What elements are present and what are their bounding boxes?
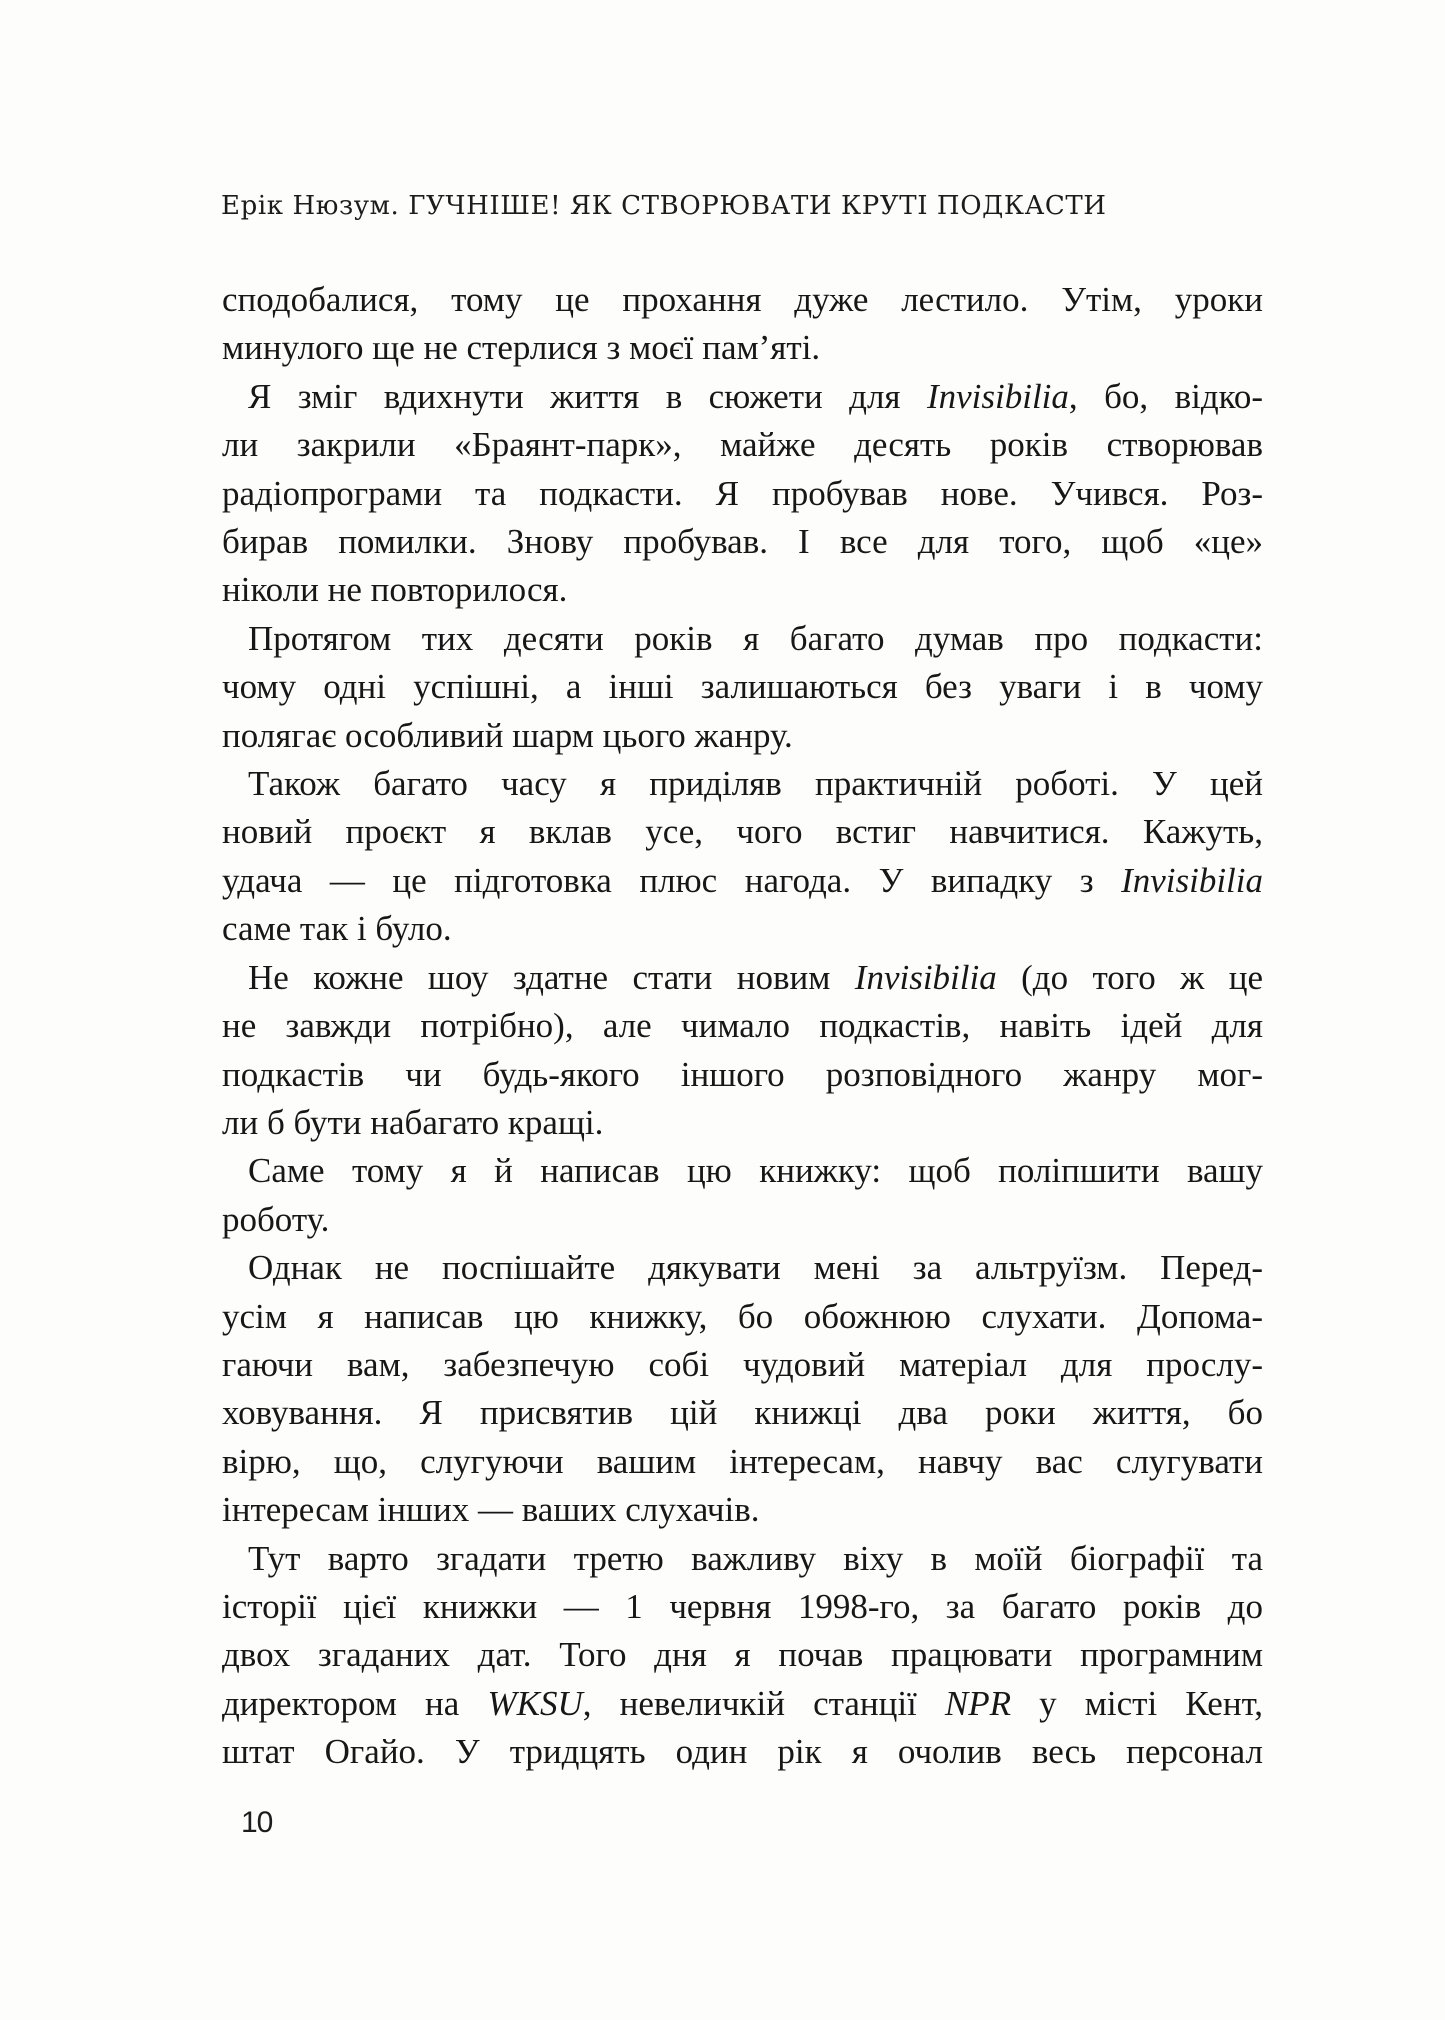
- text-run: сподобалися, тому це прохання дуже лестило. Утім, уроки: [222, 280, 1263, 319]
- text-line: [222, 1147, 1263, 1195]
- text-run: удача — це підготовка плюс нагода. У випадку з: [222, 860, 1122, 900]
- text-line: [222, 1002, 1263, 1050]
- text-run: усім я написав цю книжку, бо обожнюю слухати. Допома-: [222, 1296, 1263, 1336]
- text-line: [222, 421, 1263, 469]
- body-text: [222, 276, 1263, 1777]
- text-line: [222, 276, 1263, 324]
- text-run: історії цієї книжки — 1 червня 1998-го, за багато років до: [222, 1586, 1263, 1626]
- text-line: [222, 1293, 1263, 1341]
- text-line: [222, 663, 1263, 711]
- text-line: [222, 1244, 1263, 1292]
- text-line: [222, 1051, 1263, 1099]
- text-run: новий проєкт я вклав усе, чого встиг навчитися. Кажуть,: [222, 812, 1263, 852]
- text-line: [222, 1728, 1263, 1776]
- text-run: гаючи вам, забезпечую собі чудовий матеріал для прослу-: [222, 1344, 1263, 1384]
- italic-text-run: NPR: [944, 1683, 1012, 1723]
- text-run: саме так і було.: [222, 909, 452, 949]
- text-line: [222, 470, 1263, 518]
- text-line: [222, 615, 1263, 663]
- page-number: 10: [241, 1806, 273, 1839]
- text-line: [222, 1099, 1263, 1147]
- text-run: бирав помилки. Знову пробував. І все для того, щоб «це»: [222, 522, 1263, 562]
- text-run: чому одні успішні, а інші залишаються без уваги і в чому: [222, 667, 1263, 707]
- text-line: [222, 1341, 1263, 1389]
- text-line: [222, 1680, 1263, 1728]
- text-line: [222, 760, 1263, 808]
- text-run: подкастів чи будь-якого іншого розповідного жанру мог-: [222, 1054, 1263, 1094]
- text-line: [222, 857, 1263, 905]
- text-line: [222, 712, 1263, 760]
- text-run: не завжди потрібно), але чимало подкастів, навіть ідей для: [222, 1006, 1263, 1046]
- text-line: [222, 954, 1263, 1002]
- text-run: (до того ж це: [996, 957, 1264, 997]
- text-run: у місті Кент,: [1011, 1683, 1263, 1723]
- text-run: інтересам інших — ваших слухачів.: [222, 1490, 760, 1530]
- italic-text-run: WKSU: [487, 1683, 583, 1723]
- text-run: штат Огайо. У тридцять один рік я очолив весь персонал: [222, 1732, 1263, 1772]
- text-line: [222, 566, 1263, 614]
- running-header: Ерік Нюзум. ГУЧНІШЕ! ЯК СТВОРЮВАТИ КРУТІ ПОДКАСТИ: [221, 191, 1107, 221]
- text-run: Однак не поспішайте дякувати мені за альтруїзм. Перед-: [248, 1248, 1263, 1288]
- text-line: [222, 1389, 1263, 1437]
- text-line: [222, 518, 1263, 566]
- italic-text-run: Invisibilia: [854, 957, 997, 997]
- text-run: Не кожне шоу здатне стати новим: [248, 957, 855, 997]
- text-line: [222, 1535, 1263, 1583]
- text-run: ховування. Я присвятив цій книжці два роки життя, бо: [222, 1393, 1263, 1433]
- text-run: Протягом тих десяти років я багато думав про подкасти:: [248, 618, 1263, 658]
- text-line: [222, 1631, 1263, 1679]
- text-run: ніколи не повторилося.: [222, 570, 568, 610]
- text-line: [222, 1438, 1263, 1486]
- text-line: [222, 373, 1263, 421]
- text-run: Також багато часу я приділяв практичній роботі. У цей: [248, 764, 1263, 804]
- text-run: Саме тому я й написав цю книжку: щоб поліпшити вашу: [248, 1151, 1263, 1191]
- italic-text-run: Invisibilia: [1121, 860, 1263, 900]
- text-run: минулого ще не стерлися з моєї пам’яті.: [222, 328, 821, 368]
- text-run: ли б бути набагато кращі.: [222, 1102, 604, 1142]
- text-run: полягає особливий шарм цього жанру.: [222, 715, 793, 755]
- text-line: [222, 905, 1263, 953]
- text-run: директором на: [222, 1683, 488, 1723]
- text-run: вірю, що, слугуючи вашим інтересам, навчу вас слугувати: [222, 1441, 1263, 1481]
- text-run: радіопрограми та подкасти. Я пробував нове. Учився. Роз-: [222, 473, 1263, 513]
- text-run: , невеличкій станції: [582, 1683, 945, 1723]
- italic-text-run: Invisibilia: [926, 376, 1069, 416]
- text-run: Я зміг вдихнути життя в сюжети для: [248, 376, 927, 416]
- text-run: , бо, відко-: [1068, 376, 1264, 416]
- text-run: двох згаданих дат. Того дня я почав працювати програмним: [222, 1635, 1263, 1675]
- text-line: [222, 1196, 1263, 1244]
- text-run: Тут варто згадати третю важливу віху в моїй біографії та: [248, 1538, 1263, 1578]
- text-run: роботу.: [222, 1199, 330, 1239]
- text-line: [222, 1486, 1263, 1534]
- text-line: [222, 324, 1263, 372]
- text-line: [222, 1583, 1263, 1631]
- text-line: [222, 808, 1263, 856]
- text-run: ли закрили «Браянт-парк», майже десять років створював: [222, 425, 1263, 465]
